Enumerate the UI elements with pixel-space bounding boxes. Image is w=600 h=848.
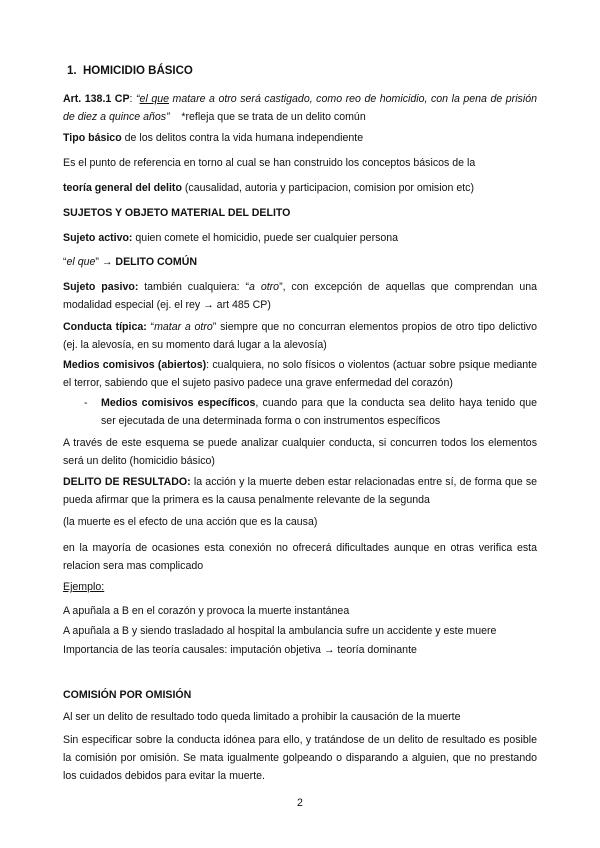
conducta-pre: “	[146, 321, 155, 333]
article-note: *refleja que se trata de un delito común	[181, 111, 366, 123]
article-paragraph	[63, 90, 537, 126]
teoria-bold: teoría general del delito	[63, 182, 182, 194]
resultado-bold: DELITO DE RESULTADO:	[63, 476, 191, 488]
sujeto-pasivo-post: ”, con excepción de aquellas que comprendan una modalidad especial (ej. el rey → art 485 CP)	[63, 281, 537, 311]
resultado-paragraph	[63, 473, 537, 509]
sujeto-activo-line	[63, 229, 537, 247]
conducta-paragraph	[63, 318, 537, 354]
medios-especificos-bold: Medios comisivos específicos	[101, 397, 256, 409]
mayoria-paragraph: en la mayoría de ocasiones esta conexión no ofrecerá dificultades aunque en otras verifica esta relacion sera mas complicado	[63, 542, 537, 572]
medios-rest: : cualquiera, no solo físicos o violentos (actuar sobre psique mediante el terror, sabiendo que el sujeto pasivo padece una grave enfermedad del corazón)	[63, 359, 537, 389]
medios-paragraph	[63, 356, 537, 392]
heading-title: HOMICIDIO BÁSICO	[82, 65, 193, 77]
article-ref: Art. 138.1 CP	[63, 93, 130, 105]
conducta-italic: matar a otro	[154, 321, 213, 333]
delito-comun-bold: DELITO COMÚN	[115, 256, 198, 268]
resultado-rest: la acción y la muerte deben estar relacionadas entre sí, de forma que se pueda afirmar que la primera es la causa penalmente relevante de la segunda	[63, 476, 538, 506]
importancia-line: Importancia de las teoría causales: imputación objetiva → teoría dominante	[63, 644, 417, 656]
conducta-bold: Conducta típica:	[63, 321, 147, 333]
article-quote-close: ”	[166, 111, 170, 123]
article-colon: :	[129, 93, 133, 105]
teoria-rest: (causalidad, autoria y participacion, comision por omision etc)	[181, 182, 474, 194]
omision-paragraph: Sin especificar sobre la conducta idónea para ello, y tratándose de un delito de resultado es posible la comisión por omisión. Se mata igualmente golpeando o disparando a alguien, que no prestando los cuidados debidos para evitar la muerte.	[63, 734, 537, 782]
efecto-line: (la muerte es el efecto de una acción que es la causa)	[63, 516, 318, 528]
omision-line-1: Al ser un delito de resultado todo queda limitado a prohibir la causación de la muerte	[63, 711, 461, 723]
article-el-que: el que	[139, 93, 169, 105]
sujeto-pasivo-paragraph	[63, 278, 537, 314]
elque-quote-close: ”	[95, 256, 99, 268]
medios-especificos-paragraph	[101, 394, 537, 430]
section-heading-homicidio	[67, 62, 541, 80]
sujeto-pasivo-pre: también cualquiera: “	[138, 281, 250, 293]
teoria-line	[63, 179, 537, 197]
medios-bold: Medios comisivos (abiertos)	[63, 359, 207, 371]
tipo-bold: Tipo básico	[63, 132, 122, 144]
esquema-paragraph: A través de este esquema se puede analizar cualquier conducta, si concurren todos los elementos será un delito (homicidio básico)	[63, 437, 537, 467]
tipo-rest: de los delitos contra la vida humana independiente	[121, 132, 364, 144]
delito-comun-line	[63, 253, 537, 271]
article-quote-open: “	[136, 93, 140, 105]
medios-especificos-rest: , cuando para que la conducta sea delito haya tenido que ser ejecutada de una determinada forma o con instrumentos específicos	[101, 397, 537, 427]
elque-quote-open: “	[63, 256, 67, 268]
elque-italic: el que	[66, 256, 96, 268]
heading-number: 1.	[67, 65, 77, 77]
article-quote: matare a otro será castigado, como reo de homicidio, con la pena de prisión de diez a quince años	[63, 93, 537, 123]
tipo-basico-line	[63, 129, 537, 147]
ejemplo-2: A apuñala a B y siendo trasladado al hospital la ambulancia sufre un accidente y este muere	[63, 625, 497, 637]
section-heading-omision: COMISIÓN POR OMISIÓN	[63, 689, 192, 701]
sujeto-pasivo-bold: Sujeto pasivo:	[63, 281, 139, 293]
page-number: 2	[297, 797, 303, 809]
sujeto-activo-rest: quien comete el homicidio, puede ser cualquier persona	[132, 232, 399, 244]
conducta-post: ” siempre que no concurran elementos propios de otro tipo delictivo (ej. la alevosía, en su momento dará lugar a la alevosía)	[63, 321, 537, 351]
section-heading-sujetos: SUJETOS Y OBJETO MATERIAL DEL DELITO	[63, 207, 291, 219]
bullet-dash: -	[84, 397, 88, 409]
sujeto-activo-bold: Sujeto activo:	[63, 232, 133, 244]
ejemplo-1: A apuñala a B en el corazón y provoca la muerte instantánea	[63, 605, 350, 617]
referencia-line: Es el punto de referencia en torno al cual se han construido los conceptos básicos de la	[63, 157, 476, 169]
ejemplo-label: Ejemplo:	[63, 581, 105, 593]
arrow-glyph: →	[98, 256, 116, 268]
sujeto-pasivo-italic: a otro	[249, 281, 280, 293]
